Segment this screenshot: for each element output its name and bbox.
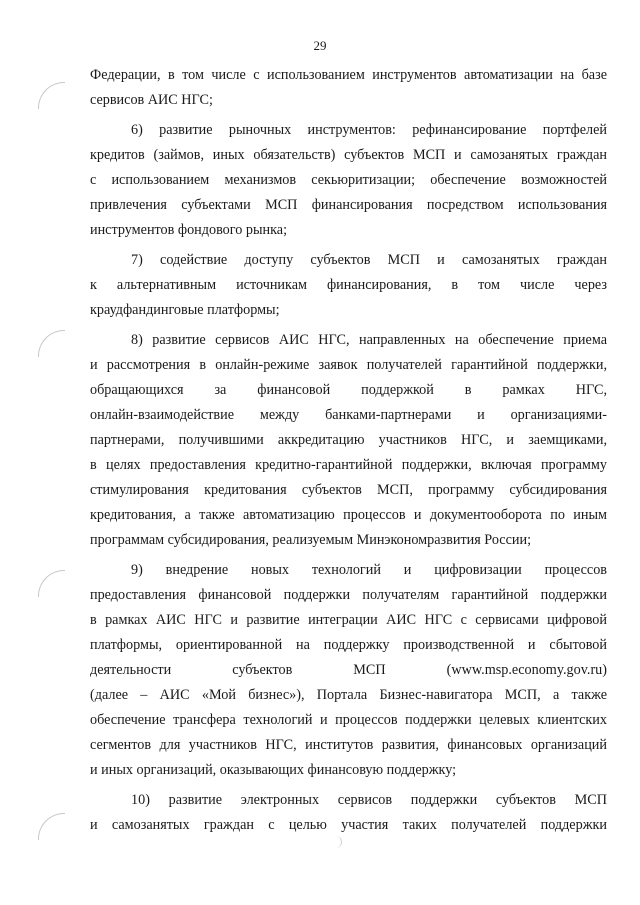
- text-line: платформы, ориентированной на поддержку производственной и сбытовой: [90, 637, 607, 653]
- text-line: 6) развитие рыночных инструментов: рефинансирование портфелей: [131, 122, 607, 138]
- text-line: партнерами, получившими аккредитацию участников НГС, и заемщиками,: [90, 432, 607, 448]
- text-line: краудфандинговые платформы;: [90, 302, 280, 318]
- page-number: 29: [313, 38, 327, 53]
- text-line: инструментов фондового рынка;: [90, 222, 288, 238]
- text-line: с использованием механизмов секьюритизации; обеспечение возможностей: [90, 172, 607, 188]
- text-line: 8) развитие сервисов АИС НГС, направленных на обеспечение приема: [131, 332, 607, 348]
- text-line: и рассмотрения в онлайн-режиме заявок получателей гарантийной поддержки,: [90, 357, 607, 373]
- text-line: обращающихся за финансовой поддержкой в рамках НГС,: [90, 382, 607, 398]
- text-line: программам субсидирования, реализуемым Минэкономразвития России;: [90, 532, 532, 548]
- punch-hole-mark: [38, 813, 65, 840]
- punch-hole-mark: [38, 330, 65, 357]
- text-line: Федерации, в том числе с использованием инструментов автоматизации на базе: [90, 67, 607, 83]
- text-line: предоставления финансовой поддержки получателям гарантийной поддержки: [90, 587, 607, 603]
- punch-hole-mark: [38, 82, 65, 109]
- text-line: и самозанятых граждан с целью участия таких получателей поддержки: [90, 817, 607, 833]
- text-line: обеспечение трансфера технологий и процессов поддержки целевых клиентских: [90, 712, 607, 728]
- text-line: привлечения субъектами МСП финансирования посредством использования: [90, 197, 607, 213]
- text-line: кредитования, а также автоматизацию процессов и документооборота по иным: [90, 507, 607, 523]
- text-line: и иных организаций, оказывающих финансовую поддержку;: [90, 762, 457, 778]
- text-line: стимулирования кредитования субъектов МСП, программу субсидирования: [90, 482, 607, 498]
- text-line: 10) развитие электронных сервисов поддержки субъектов МСП: [131, 792, 607, 808]
- text-line: онлайн-взаимодействие между банками-партнерами и организациями-: [90, 407, 607, 423]
- text-line: к альтернативным источникам финансирования, в том числе через: [90, 277, 607, 293]
- text-line: деятельности субъектов МСП (www.msp.economy.gov.ru): [90, 662, 607, 678]
- text-line: 9) внедрение новых технологий и цифровизации процессов: [131, 562, 607, 578]
- punch-hole-mark: [38, 570, 65, 597]
- text-line: сегментов для участников НГС, институтов развития, финансовых организаций: [90, 737, 607, 753]
- text-line: в целях предоставления кредитно-гарантийной поддержки, включая программу: [90, 457, 607, 473]
- text-line: сервисов АИС НГС;: [90, 92, 213, 108]
- text-line: 7) содействие доступу субъектов МСП и самозанятых граждан: [131, 252, 607, 268]
- text-line: кредитов (займов, иных обязательств) субъектов МСП и самозанятых граждан: [90, 147, 607, 163]
- text-line: в рамках АИС НГС и развитие интеграции АИС НГС с сервисами цифровой: [90, 612, 607, 628]
- text-line: (далее – АИС «Мой бизнес»), Портала Бизнес-навигатора МСП, а также: [90, 687, 607, 703]
- scan-artifact: [335, 836, 342, 848]
